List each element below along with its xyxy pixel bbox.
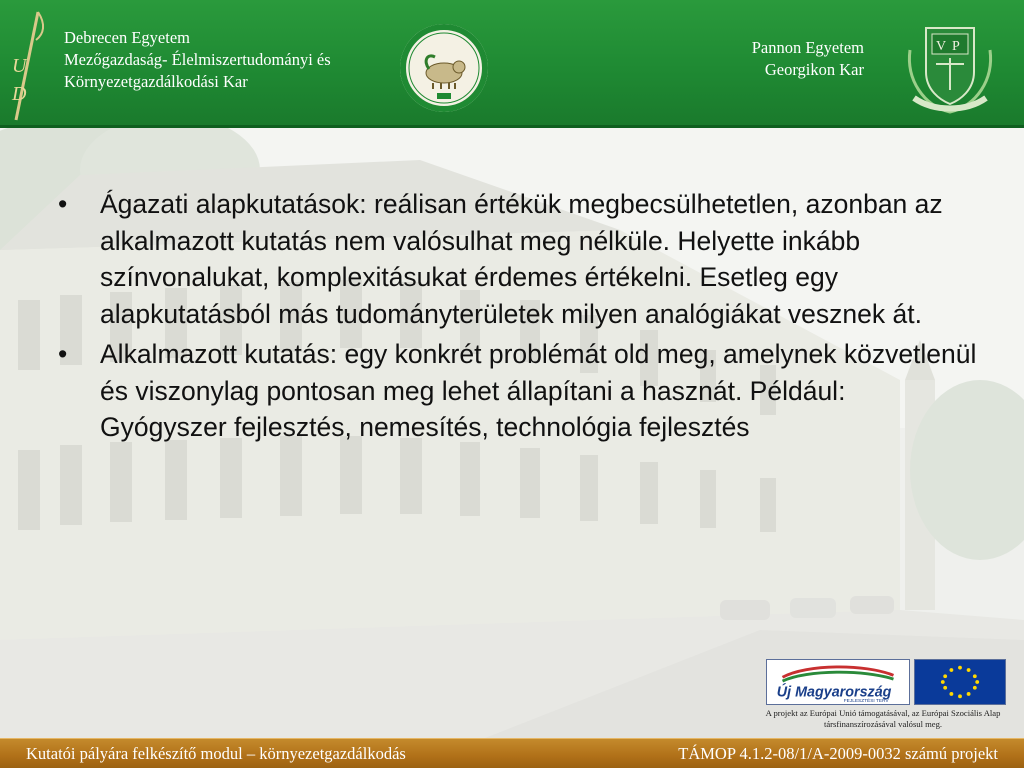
bullet-item: • Alkalmazott kutatás: egy konkrét problémát old meg, amelynek közvetlenül és viszonylag pontosan meg lehet állapítani a hasznát. Például: Gyógyszer fejlesztés, nemesítés, technológia fejlesztés [58, 336, 978, 446]
eu-funding-note: A projekt az Európai Unió támogatásával, az Európai Szociális Alap társfinanszírozásával valósul meg. [765, 708, 1001, 729]
footer-module-title: Kutatói pályára felkészítő modul – környezetgazdálkodás [26, 744, 406, 763]
crest-letter-v: V [936, 39, 947, 54]
header-right-line-2: Georgikon Kar [764, 60, 864, 79]
bullet-list [58, 186, 978, 450]
um-logo-text: Új Magyarország [776, 684, 892, 701]
footer-bar [0, 738, 1024, 768]
pannon-university-crest-icon [904, 20, 996, 116]
ud-logo-letter-d: D [12, 83, 27, 105]
debrecen-university-logo [8, 10, 52, 122]
eu-flag-icon [914, 659, 1006, 705]
footer-project-id: TÁMOP 4.1.2-08/1/A-2009-0032 számú projekt [678, 744, 998, 763]
header-left-line-3: Környezetgazdálkodási Kar [64, 72, 248, 91]
header-right-line-1: Pannon Egyetem [751, 38, 864, 57]
crest-letter-p: P [952, 39, 960, 54]
header-right-institution [752, 37, 864, 81]
faculty-seal-icon [399, 23, 489, 113]
header-left-line-2: Mezőgazdaság- Élelmiszertudományi és [64, 50, 331, 69]
uj-magyarorszag-logo [766, 659, 910, 705]
header-banner [0, 0, 1024, 128]
funding-logos [766, 659, 1006, 705]
um-logo-subtext: FEJLESZTÉSI TERV [843, 699, 889, 705]
header-left-line-1: Debrecen Egyetem [64, 28, 190, 47]
bullet-item: • Ágazati alapkutatások: reálisan értékük megbecsülhetetlen, azonban az alkalmazott kutatás nem valósulhat meg nélküle. Helyette inkább színvonalukat, komplexitásukat érdemes értékelni. Esetleg egy alapkutatásból más tudományterületek milyen analógiákat vesznek át. [58, 186, 978, 332]
ud-logo-letter-u: U [12, 55, 27, 77]
header-left-institution [64, 27, 331, 93]
